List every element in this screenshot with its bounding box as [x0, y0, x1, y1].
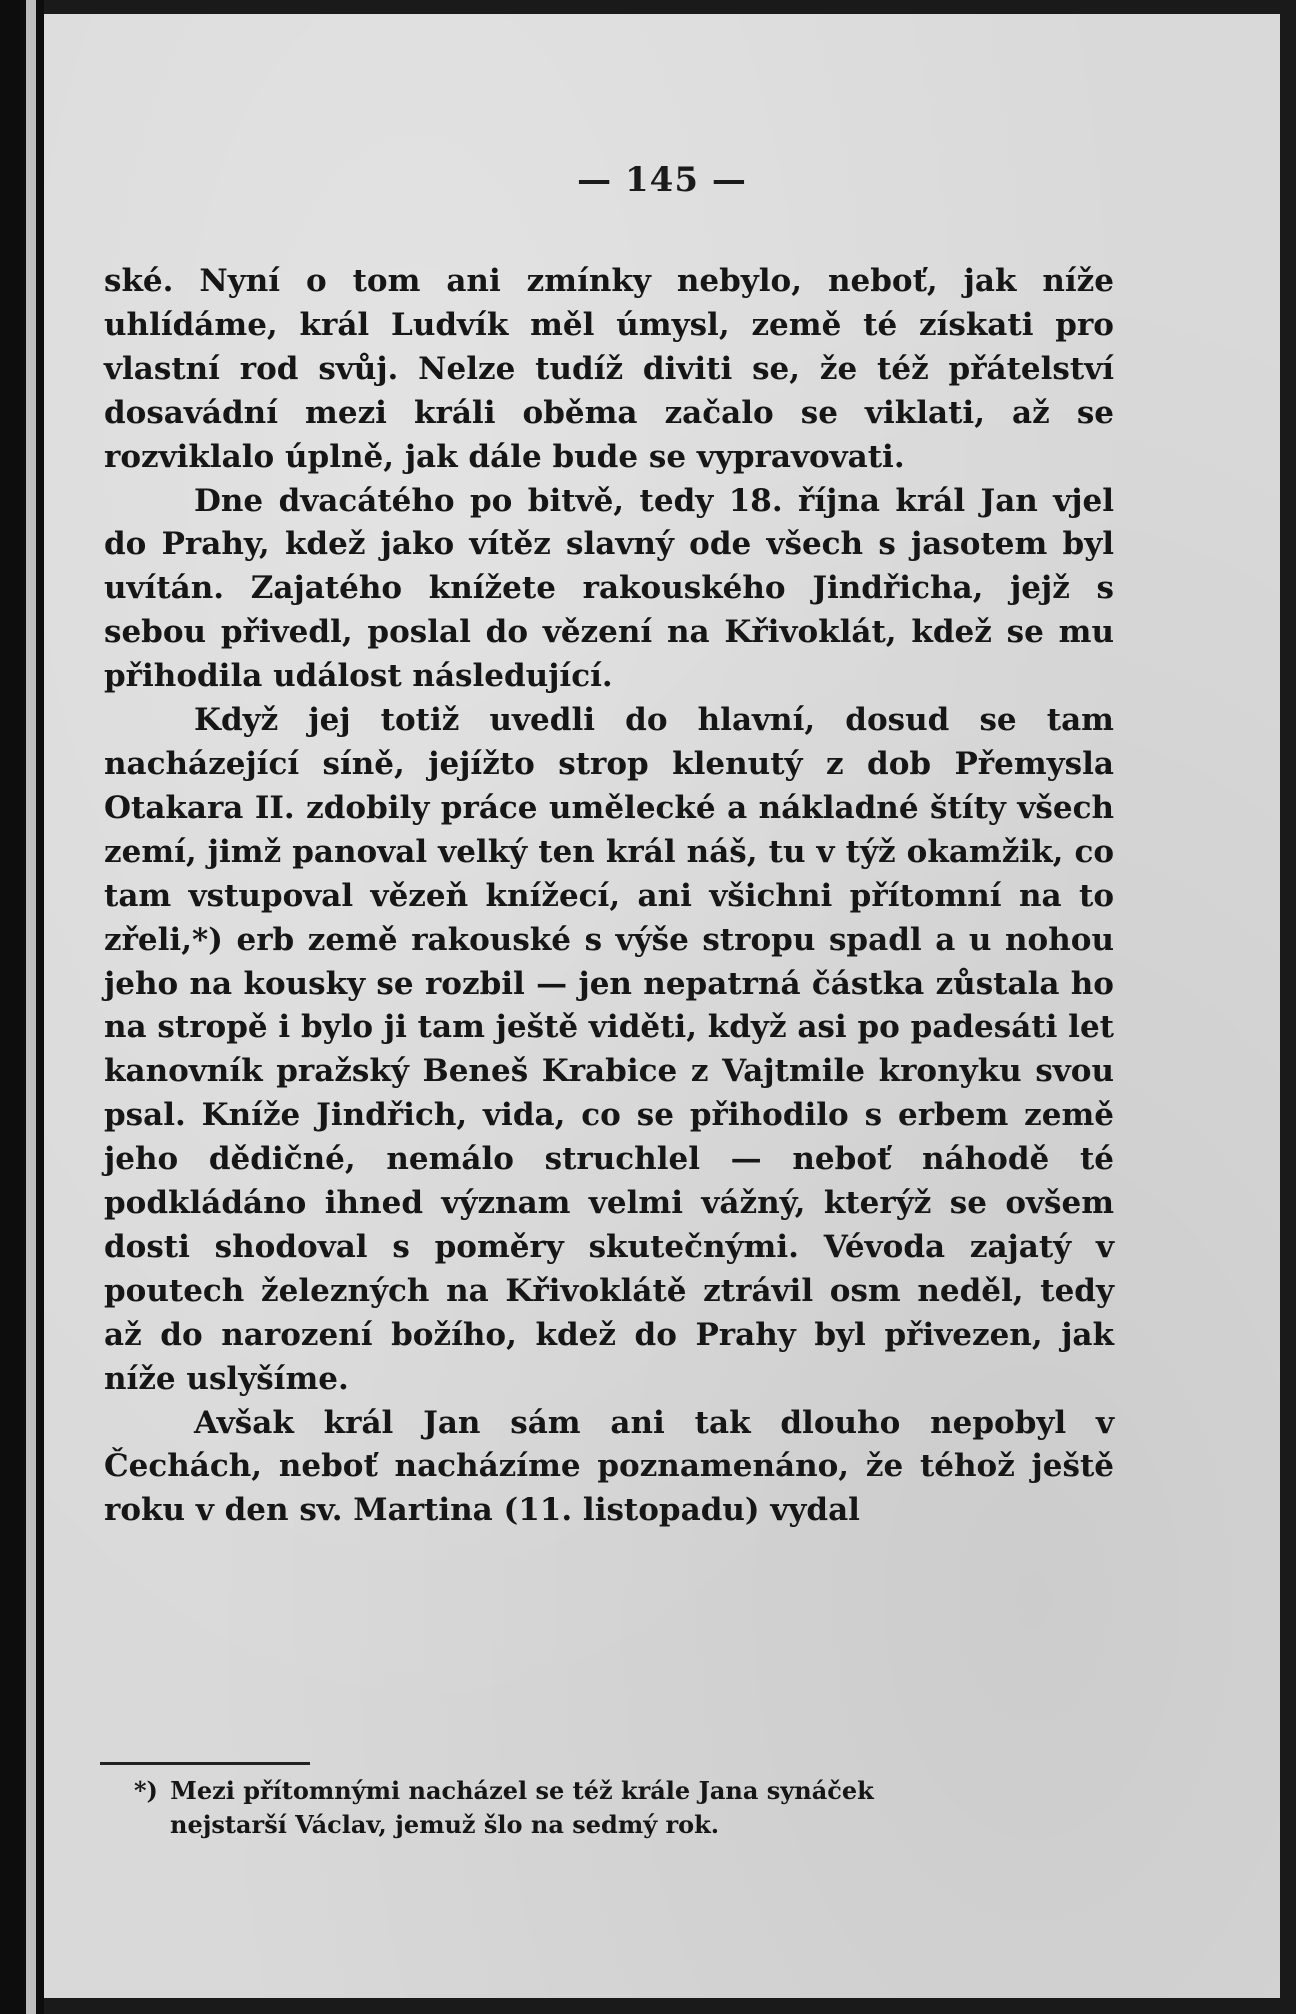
paragraph: Dne dvacátého po bitvě, tedy 18. října král Jan vjel do Prahy, kdež jako vítěz slavný ode všech s jasotem byl uvítán. Zajatého knížete rakouského Jindřicha, jejž s sebou přivedl, poslal do vězení na Křivoklát, kdež se mu přihodila událost následující.	[104, 482, 1114, 695]
paragraph: ské. Nyní o tom ani zmínky nebylo, neboť, jak níže uhlídáme, král Ludvík měl úmysl, země té získati pro vlastní rod svůj. Nelze tudíž diviti se, že též přátelství dosavádní mezi králi oběma začalo se viklati, až se rozviklalo úplně, jak dále bude se vypravovati.	[104, 263, 1114, 475]
footnote-line	[134, 1808, 1114, 1842]
paragraph: Avšak král Jan sám ani tak dlouho nepobyl v Čechách, neboť nacházíme poznamenáno, že téhož ještě roku v den sv. Martina (11. listopadu) vydal	[104, 1404, 1114, 1529]
footnote-line	[134, 1774, 1114, 1808]
paragraph: Když jej totiž uvedli do hlavní, dosud se tam nacházející síně, jejížto strop klenutý z dob Přemysla Otakara II. zdobily práce umělecké a nákladné štíty všech zemí, jimž panoval velký ten král náš, tu v týž okamžik, co tam vstupoval vězeň knížecí, ani všichni přítomní na to zřeli,*) erb země rakouské s výše stropu spadl a u nohou jeho na kousky se rozbil — jen nepatrná částka zůstala ho na stropě i bylo ji tam ještě viděti, když asi po padesáti let kanovník pražský Beneš Krabice z Vajtmile kronyku svou psal. Kníže Jindřich, vida, co se přihodilo s erbem země jeho dědičné, nemálo struchlel — neboť náhodě té podkládáno ihned význam velmi vážný, kterýž se ovšem dosti shodoval s poměry skutečnými. Vévoda zajatý v poutech železných na Křivoklátě ztrávil osm neděl, tedy až do narození božího, kdež do Prahy byl přivezen, jak níže uslyšíme.	[104, 702, 1114, 1397]
footnote-rule	[100, 1762, 310, 1765]
body-text	[104, 260, 1114, 1533]
footnote-marker: *)	[134, 1776, 158, 1805]
page-edge	[26, 0, 36, 2014]
page-number: — 145 —	[577, 160, 747, 200]
book-spine	[0, 0, 44, 2014]
footnote-text: nejstarší Václav, jemuž šlo na sedmý rok.	[170, 1810, 720, 1839]
footnote	[134, 1774, 1114, 1842]
footnote-text: Mezi přítomnými nacházel se též krále Jana synáček	[170, 1776, 874, 1805]
book-page	[44, 14, 1280, 1998]
